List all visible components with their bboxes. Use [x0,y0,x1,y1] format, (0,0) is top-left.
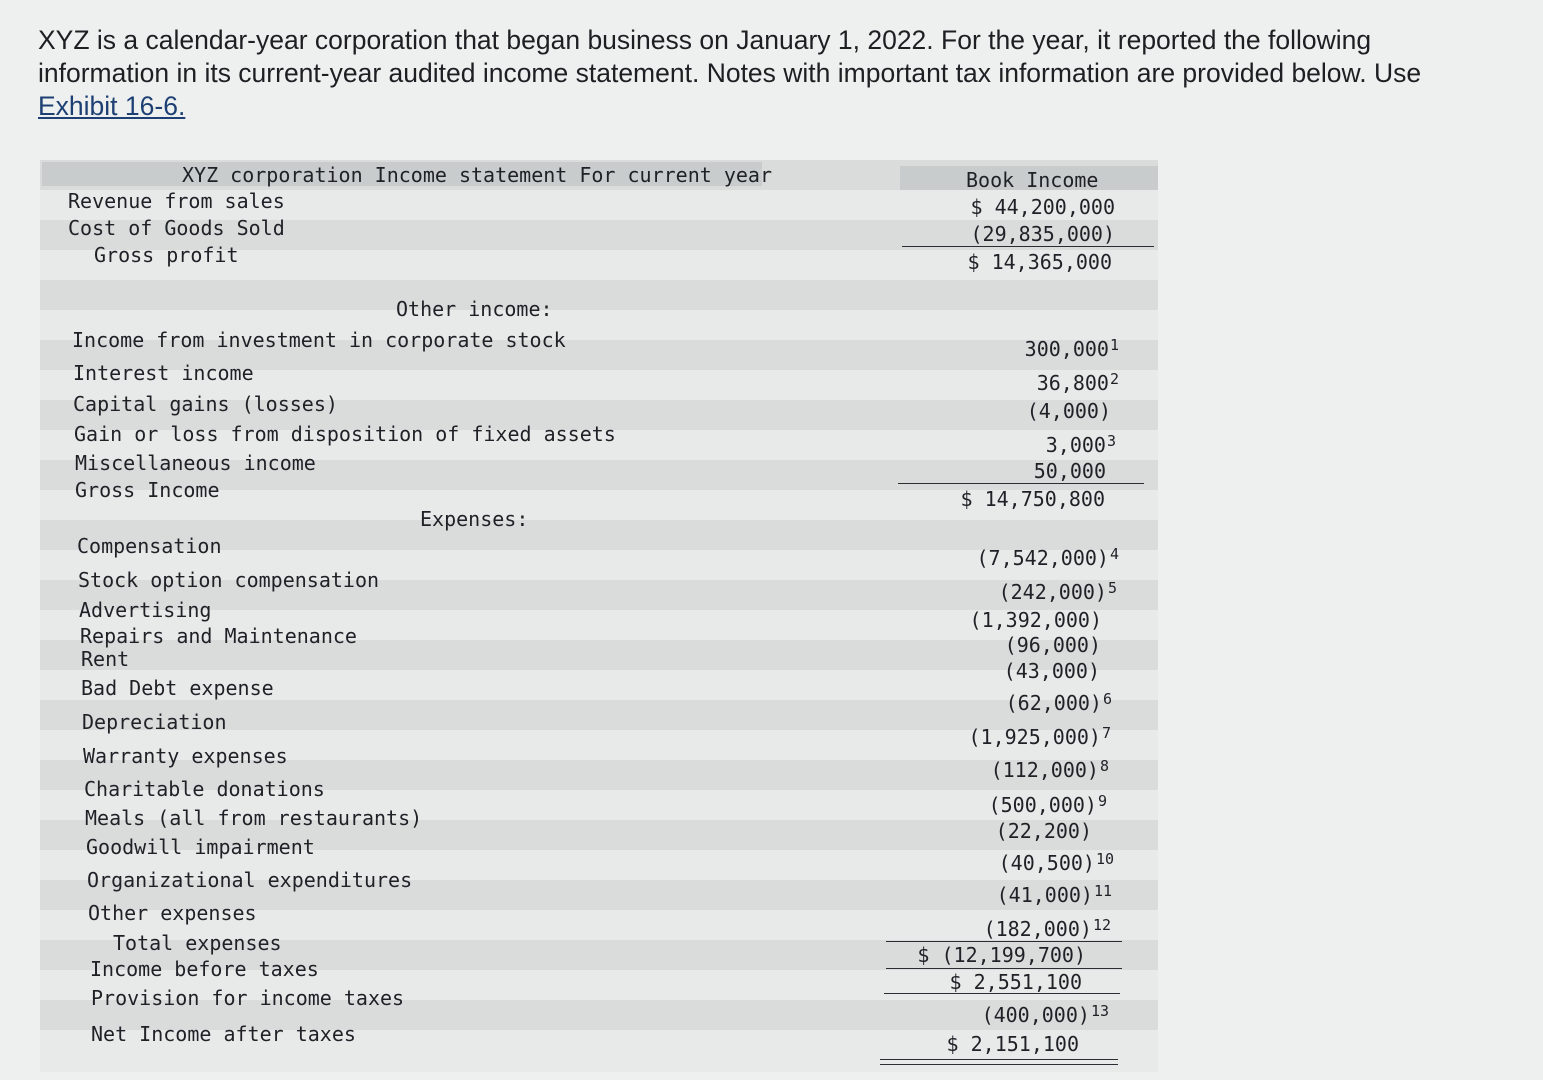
subtotal-rule [902,246,1154,247]
expense-label: Repairs and Maintenance [80,624,357,648]
expense-label: Compensation [77,534,222,558]
expense-value: $(41,000)^{11}$ [996,882,1112,907]
subtotal-rule [884,993,1120,994]
total-expenses-value: $ (12,199,700) [917,943,1086,967]
subtotal-rule [898,483,1144,484]
expense-label: Charitable donations [84,777,325,801]
statement-title: XYZ corporation Income statement For current year [182,163,773,187]
expense-value: $(500,000)^9$ [988,792,1107,817]
double-rule-bottom [880,1064,1118,1065]
expenses-heading: Expenses: [420,507,529,531]
expense-label: Rent [81,647,130,671]
provision-value: $(400,000)^{13}$ [981,1002,1109,1027]
expense-value: $(1,925,000)^7$ [968,724,1111,749]
income-before-taxes-label: Income before taxes [90,957,319,981]
expense-label: Warranty expenses [83,744,288,768]
expense-value: $(40,500)^{10}$ [998,850,1114,875]
gross-profit-label: Gross profit [94,243,239,267]
expense-value: (43,000) [1003,659,1100,683]
expense-label: Advertising [79,598,212,622]
expense-value: $(62,000)^6$ [1005,690,1112,715]
expense-value: $(7,542,000)^4$ [976,545,1119,570]
other-income-label: Miscellaneous income [75,451,316,475]
expense-value: (1,392,000) [969,608,1102,632]
income-before-taxes-value: $ 2,551,100 [949,970,1082,994]
revenue-value: $ 44,200,000 [970,195,1115,219]
expense-label: Stock option compensation [78,568,380,592]
other-income-label: Income from investment in corporate stock [72,328,566,352]
gross-income-label: Gross Income [75,478,220,502]
expense-value: $(112,000)^8$ [990,757,1109,782]
other-income-label: Interest income [73,361,254,385]
expense-value: (22,200) [995,819,1092,843]
cogs-value: (29,835,000) [970,222,1115,246]
expense-label: Meals (all from restaurants) [85,806,423,830]
other-income-label: Gain or loss from disposition of fixed assets [74,422,616,446]
exhibit-link[interactable]: Exhibit 16-6. [38,91,186,121]
expense-label: Goodwill impairment [86,835,315,859]
expense-value: (96,000) [1004,633,1101,657]
expense-label: Other expenses [88,901,257,925]
expense-value: $(242,000)^5$ [998,579,1117,604]
other-income-label: Capital gains (losses) [73,392,338,416]
book-income-header: Book Income [966,168,1099,192]
gross-profit-value: $ 14,365,000 [967,250,1112,274]
expense-value: $(182,000)^{12}$ [983,916,1111,941]
intro-text: XYZ is a calendar-year corporation that began business on January 1, 2022. For the year, it reported the following information in its current-year audited income statement. Notes with important tax information are provided below. Use [38,25,1422,88]
provision-label: Provision for income taxes [91,986,405,1010]
problem-intro [38,24,1478,123]
total-expenses-label: Total expenses [113,931,282,955]
net-income-label: Net Income after taxes [91,1022,356,1046]
net-income-value: $ 2,151,100 [946,1032,1079,1056]
other-income-value: (4,000) [1026,399,1111,423]
revenue-label: Revenue from sales [68,189,285,213]
expense-label: Organizational expenditures [87,868,413,892]
other-income-value: 3,000$^3$ [1045,432,1116,457]
subtotal-rule [886,941,1122,942]
other-income-heading: Other income: [396,297,553,321]
expense-label: Bad Debt expense [81,676,274,700]
double-rule-top [880,1059,1118,1060]
other-income-value: 50,000 [1033,459,1106,483]
other-income-value: 36,800$^2$ [1036,370,1119,395]
cogs-label: Cost of Goods Sold [68,216,285,240]
gross-income-value: $ 14,750,800 [960,487,1105,511]
other-income-value: 300,000$^1$ [1024,336,1119,361]
expense-label: Depreciation [82,710,227,734]
subtotal-rule [886,968,1122,969]
